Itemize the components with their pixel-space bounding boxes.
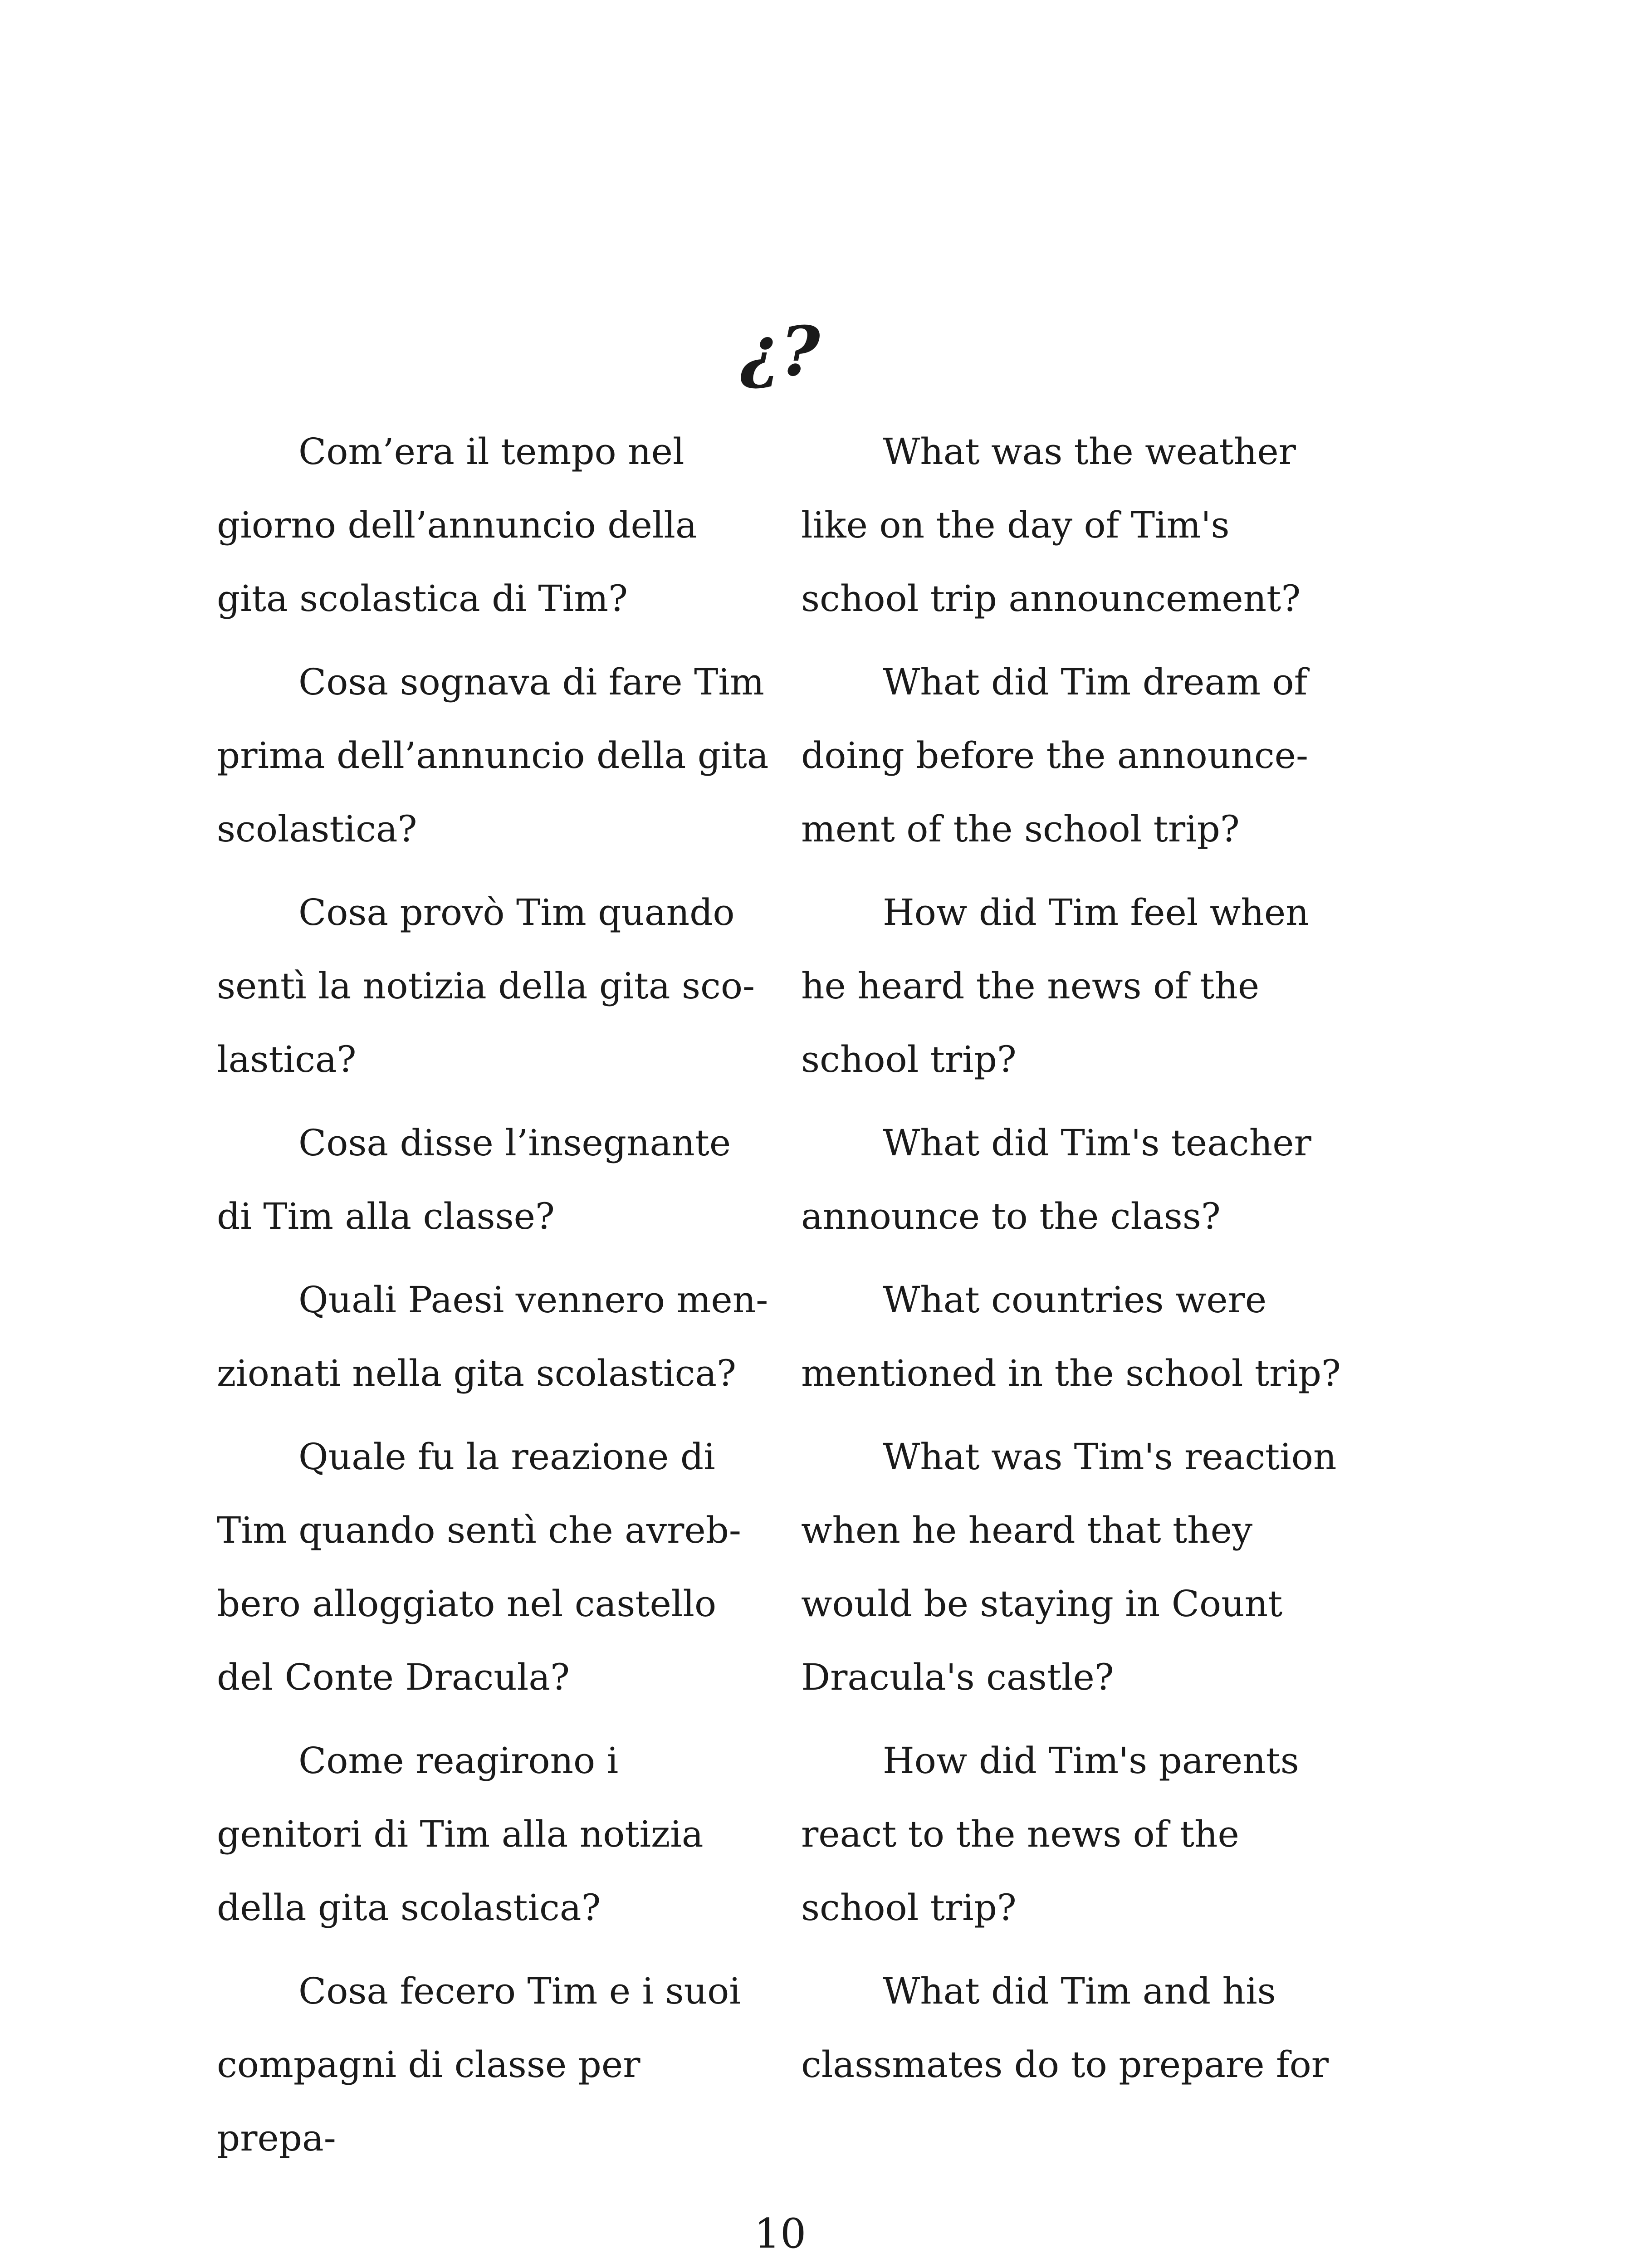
italian-question: Cosa fecero Tim e i suoi compagni di classe per prepa- [217,1970,741,2159]
english-column [801,415,1354,2112]
english-question: What did Tim's teacher announce to the class? [801,1122,1311,1237]
page-heading: ¿? [740,312,820,391]
italian-question: Quali Paesi vennero men-zionati nella gita scolastica? [217,1279,768,1394]
italian-question: Cosa sognava di fare Tim prima dell’annuncio della gita scolastica? [217,661,769,850]
italian-question: Quale fu la reazione di Tim quando sentì che avreb-bero alloggiato nel castello del Conte Dracula? [217,1436,741,1698]
english-question: How did Tim feel when he heard the news of the school trip? [801,891,1309,1080]
english-question: What did Tim dream of doing before the announce-ment of the school trip? [801,661,1309,850]
english-question: What was the weather like on the day of Tim's school trip announcement? [801,430,1301,620]
english-question: What did Tim and his classmates do to prepare for [801,1970,1329,2086]
italian-question: Cosa provò Tim quando sentì la notizia della gita sco-lastica? [217,891,755,1080]
italian-question: Cosa disse l’insegnante di Tim alla classe? [217,1122,731,1237]
italian-question: Come reagirono i genitori di Tim alla notizia della gita scolastica? [217,1740,704,1929]
page-number: 10 [754,2210,807,2258]
italian-column [217,415,770,2185]
english-question: How did Tim's parents react to the news of the school trip? [801,1740,1299,1929]
english-question: What countries were mentioned in the school trip? [801,1279,1341,1394]
italian-question: Com’era il tempo nel giorno dell’annuncio della gita scolastica di Tim? [217,430,697,620]
english-question: What was Tim's reaction when he heard that they would be staying in Count Dracula's castle? [801,1436,1337,1698]
